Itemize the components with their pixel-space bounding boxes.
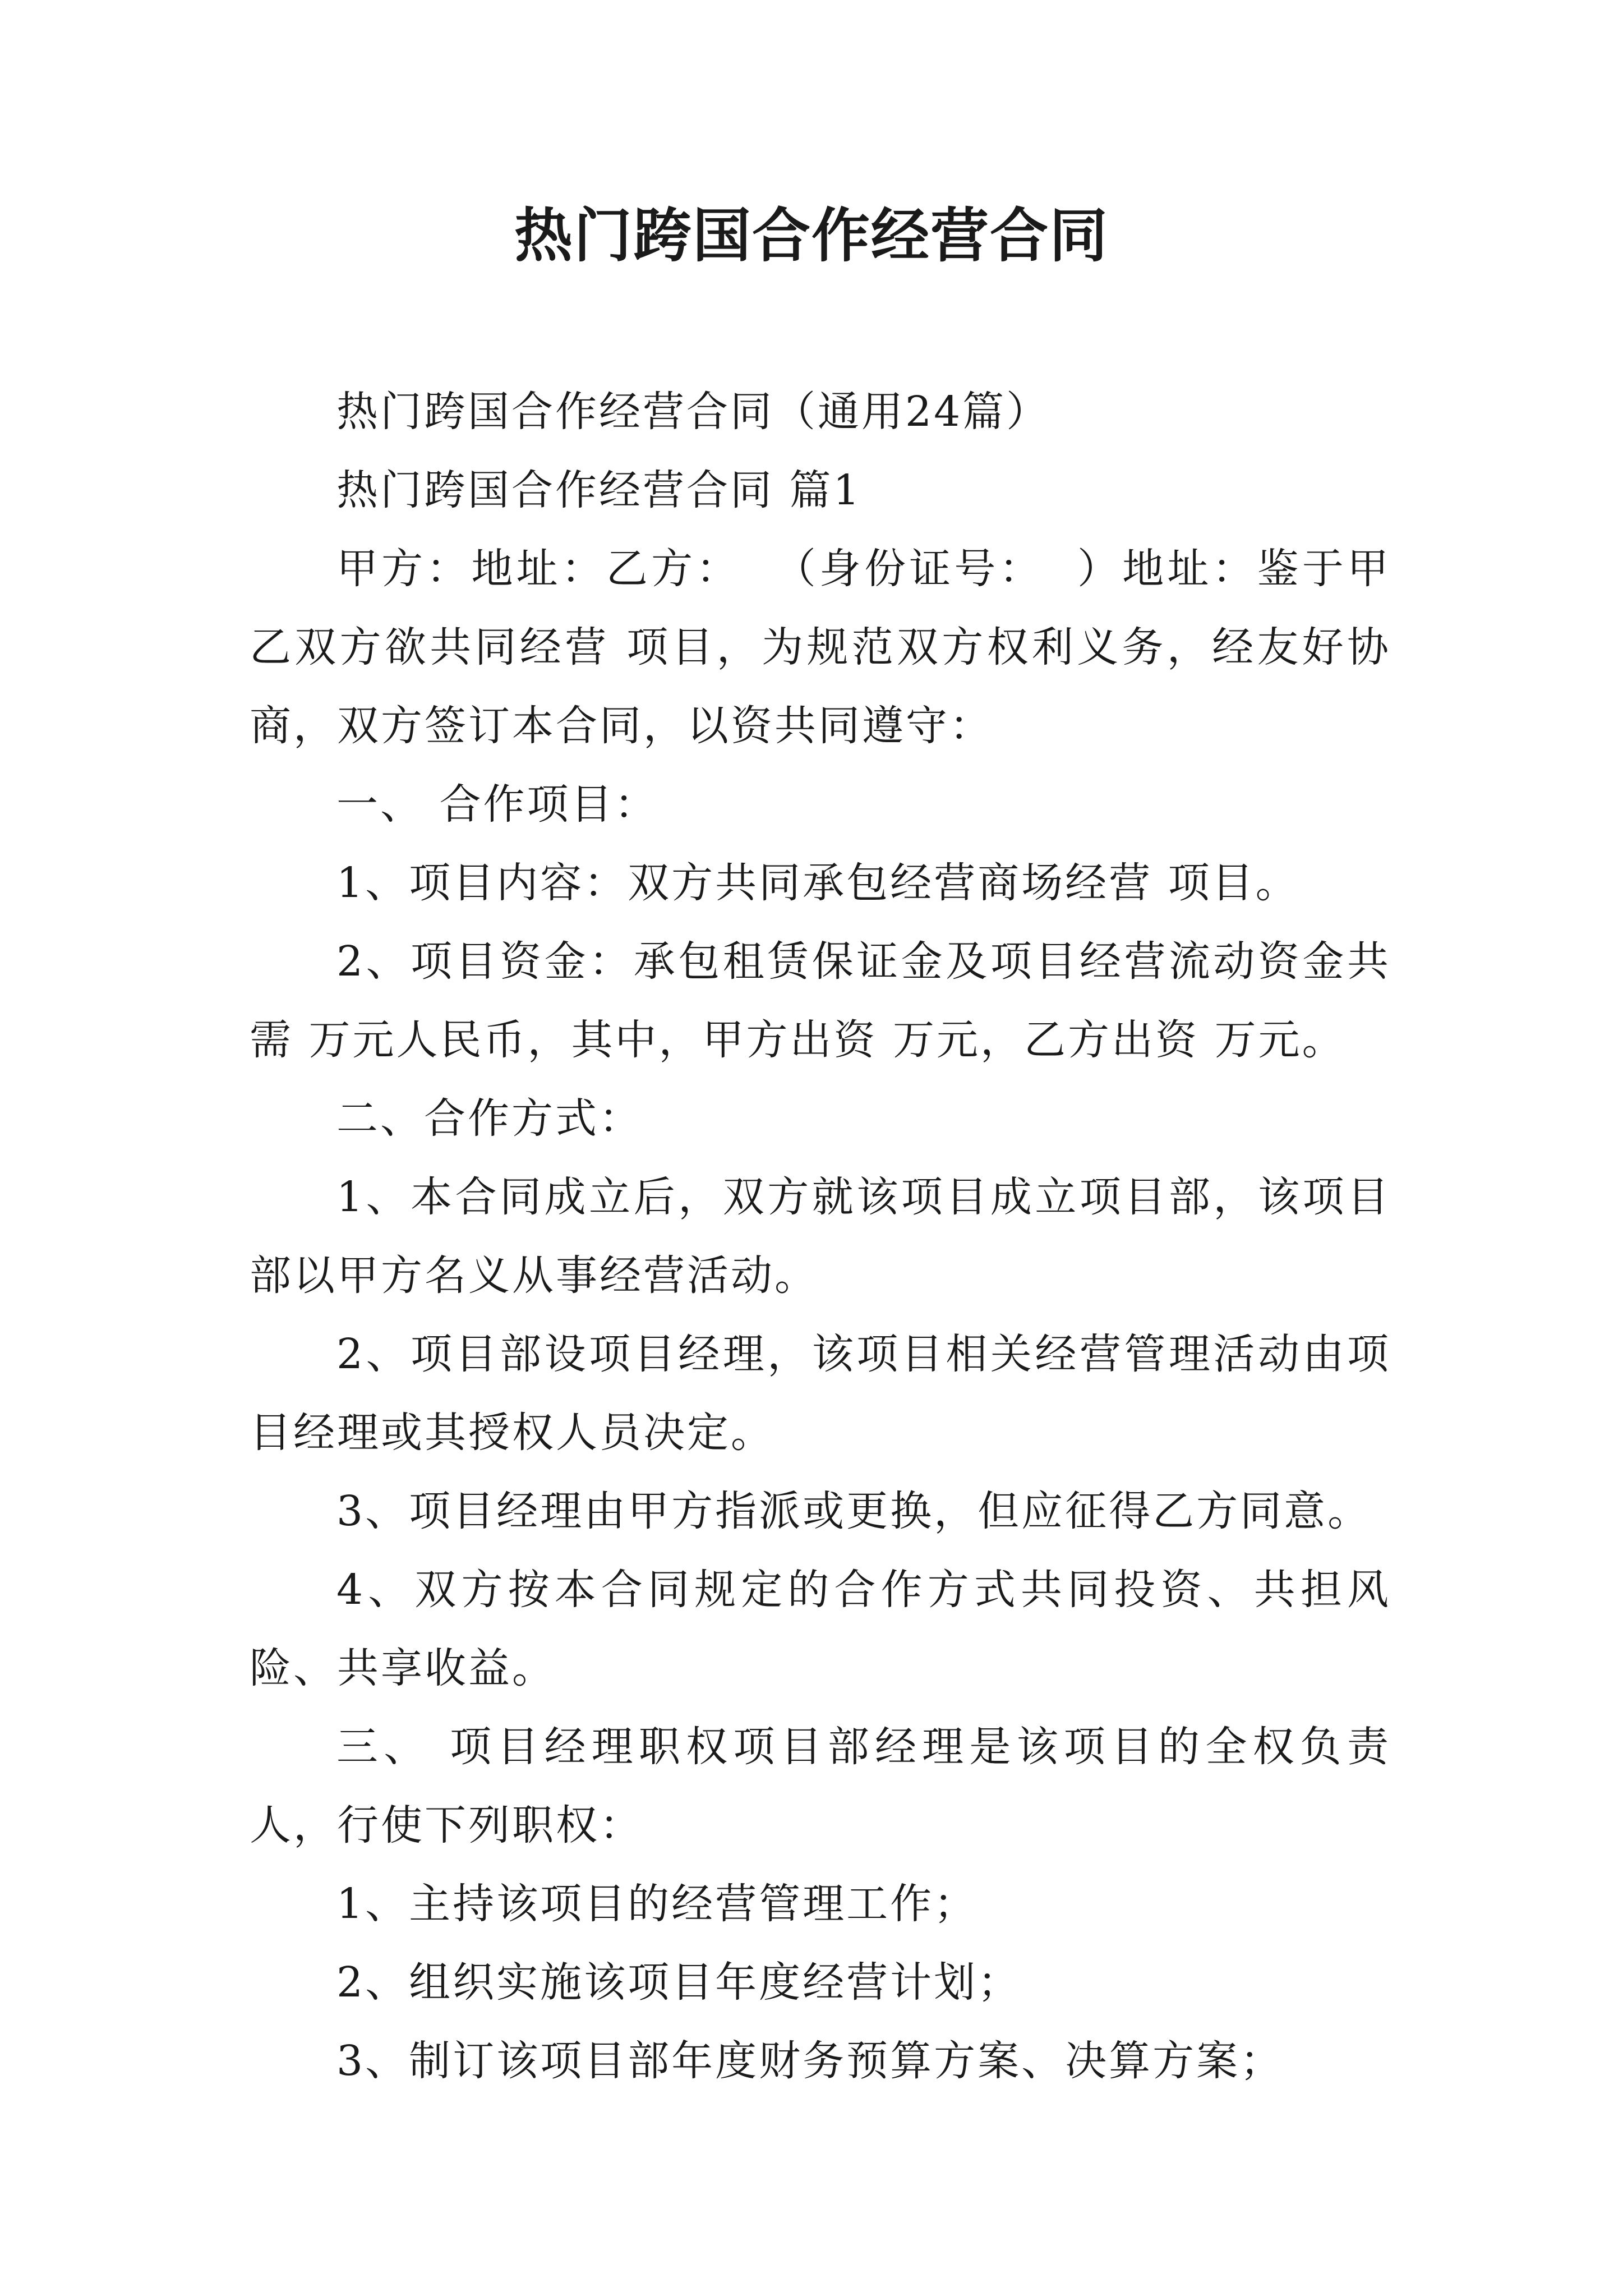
section-heading-2: 二、合作方式： [336, 1094, 643, 1143]
document-body [250, 372, 1391, 2100]
clause-3-3: 3、制订该项目部年度财务预算方案、决算方案； [336, 2037, 1284, 2085]
document-title: 热门跨国合作经营合同 [514, 201, 1109, 270]
paragraph-parties: 甲方：地址：乙方： （身份证号： ）地址：鉴于甲乙双方欲共同经营 项目，为规范双方权利义务，经友好协商，双方签订本合同，以资共同遵守： [250, 545, 1391, 750]
section-heading-1: 一、 合作项目： [336, 780, 658, 829]
clause-1-1: 1、项目内容：双方共同承包经营商场经营 项目。 [336, 859, 1299, 907]
paragraph-subtitle: 热门跨国合作经营合同（通用24篇） [336, 388, 1050, 436]
paragraph-chapter-heading: 热门跨国合作经营合同 篇1 [336, 466, 862, 514]
clause-3-2: 2、组织实施该项目年度经营计划； [336, 1958, 1022, 2007]
clause-2-2: 2、项目部设项目经理，该项目相关经营管理活动由项目经理或其授权人员决定。 [250, 1330, 1391, 1457]
clause-2-3: 3、项目经理由甲方指派或更换，但应征得乙方同意。 [336, 1487, 1372, 1535]
clause-2-4: 4、双方按本合同规定的合作方式共同投资、共担风险、共享收益。 [250, 1566, 1391, 1692]
clause-3-1: 1、主持该项目的经营管理工作； [336, 1880, 978, 1928]
clause-1-2: 2、项目资金：承包租赁保证金及项目经营流动资金共需 万元人民币，其中，甲方出资 万元，乙方出资 万元。 [250, 937, 1391, 1064]
clause-2-1: 1、本合同成立后，双方就该项目成立项目部，该项目部以甲方名义从事经营活动。 [250, 1173, 1391, 1300]
section-heading-3: 三、 项目经理职权项目部经理是该项目的全权负责人，行使下列职权： [250, 1723, 1391, 1849]
